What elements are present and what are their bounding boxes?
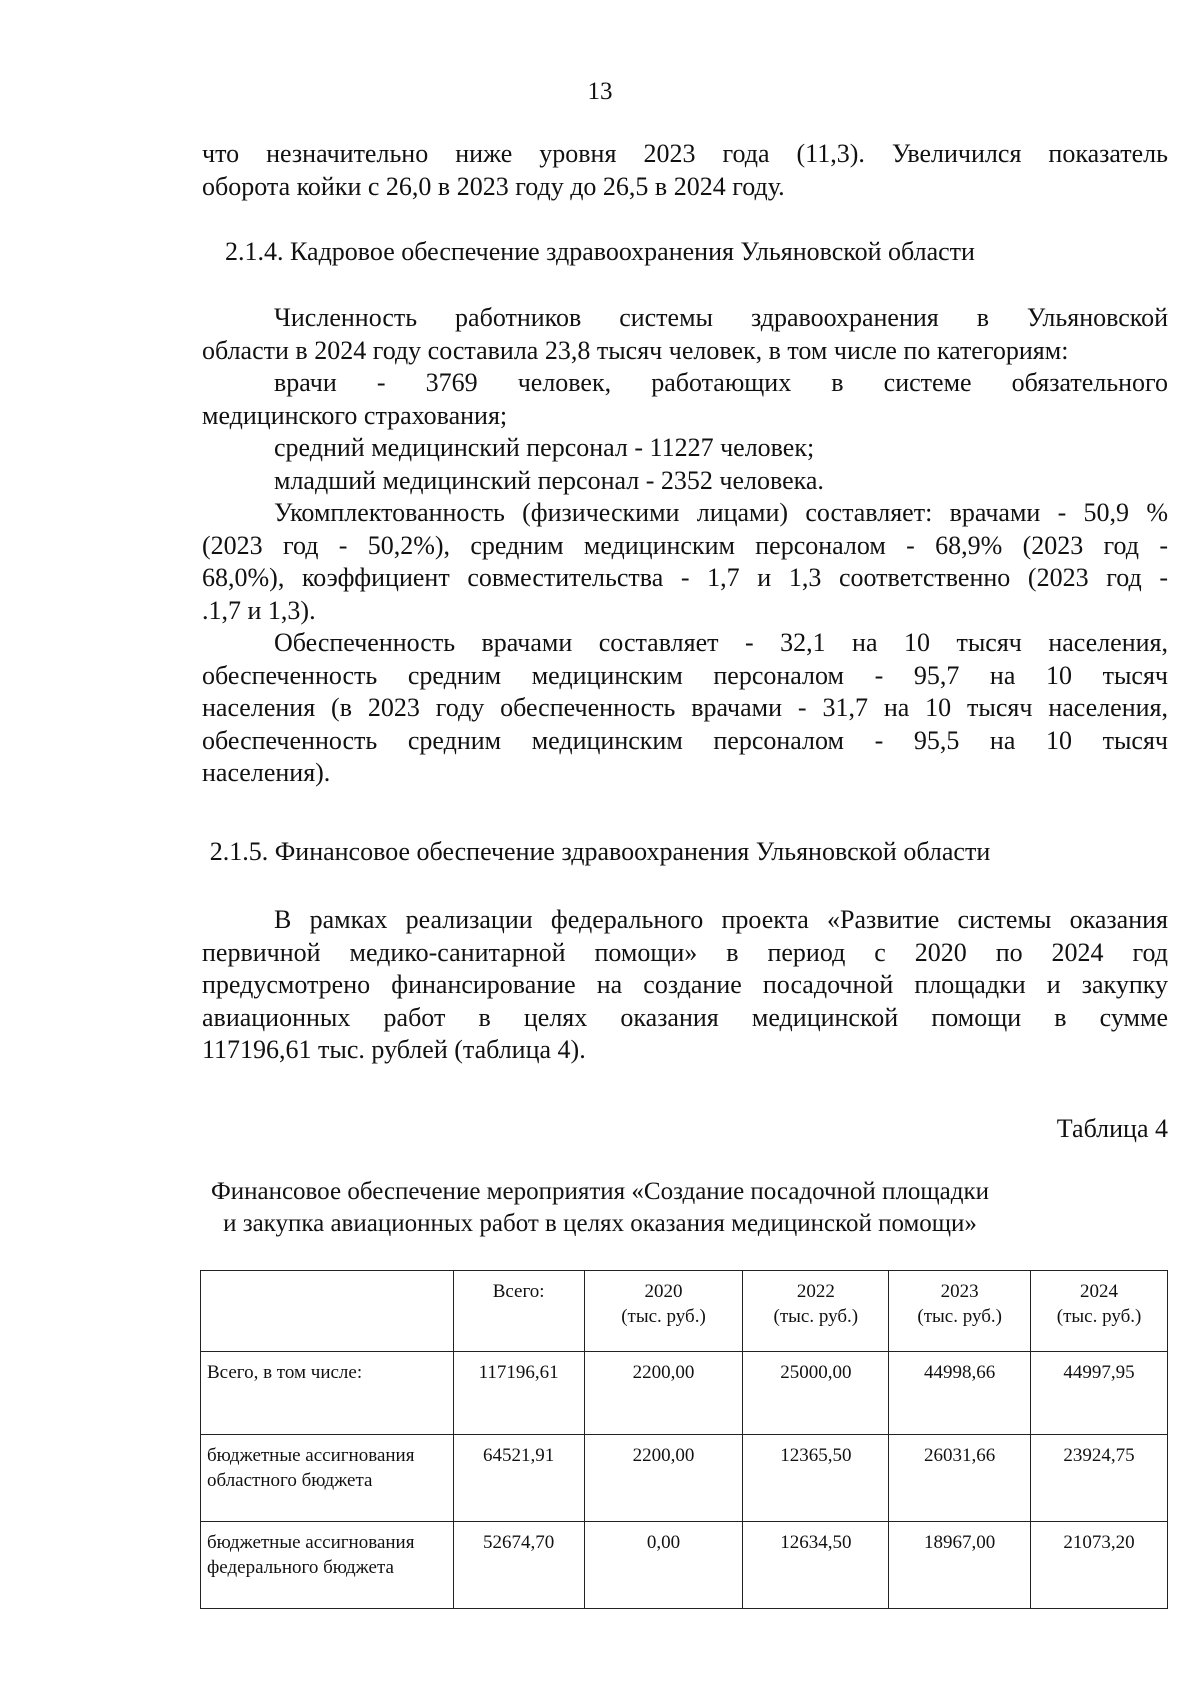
page-number: 13: [587, 78, 613, 105]
header-year: 2024: [1080, 1281, 1119, 1302]
intro-line: оборота койки с 26,0 в 2023 году до 26,5 в 2024 году.: [202, 171, 785, 201]
header-unit: (тыс. руб.): [1056, 1306, 1142, 1327]
text-line: (2023 год - 50,2%), средним медицинским персоналом - 68,9% (2023 год -: [202, 530, 1168, 560]
text-line: врачи - 3769 человек, работающих в системе обязательного: [274, 368, 1168, 397]
cell-2024: 23924,75: [1031, 1435, 1168, 1522]
table-row: [201, 1352, 1168, 1435]
header-unit: (тыс. руб.): [917, 1306, 1002, 1327]
text-line: средний медицинский персонал - 11227 человек;: [274, 433, 815, 462]
cell-2022: 12365,50: [743, 1435, 889, 1522]
text-line: населения).: [202, 758, 331, 787]
table-title-line: Финансовое обеспечение мероприятия «Создание посадочной площадки: [210, 1178, 990, 1205]
header-cell-2022: [743, 1271, 889, 1352]
section-214-body: [202, 302, 1168, 790]
table-title: [0, 1176, 1200, 1240]
cell-total: 117196,61: [453, 1352, 584, 1435]
text-line: .1,7 и 1,3).: [202, 595, 316, 625]
text-line: В рамках реализации федерального проекта «Развитие системы оказания: [274, 905, 1168, 934]
row-label-line: областного бюджета: [207, 1470, 373, 1491]
text-line: 117196,61 тыс. рублей (таблица 4).: [202, 1035, 586, 1064]
cell-2023: 44998,66: [889, 1352, 1031, 1435]
cell-2020: 2200,00: [584, 1435, 743, 1522]
row-label-line: бюджетные ассигнования: [207, 1532, 415, 1553]
cell-2022: 25000,00: [743, 1352, 889, 1435]
text-line: 68,0%), коэффициент совместительства - 1,7 и 1,3 соответственно (2023 год -: [202, 563, 1168, 592]
text-line: обеспеченность средним медицинским персоналом - 95,7 на 10 тысяч: [202, 660, 1168, 690]
text-line: младший медицинский персонал - 2352 человека.: [274, 465, 824, 495]
cell-2020: 0,00: [584, 1522, 743, 1609]
header-cell-2024: [1031, 1271, 1168, 1352]
table-header-row: [201, 1271, 1168, 1352]
cell-total: 52674,70: [453, 1522, 584, 1609]
section-215-body: [202, 904, 1168, 1067]
cell-2024: 44997,95: [1031, 1352, 1168, 1435]
cell-2023: 26031,66: [889, 1435, 1031, 1522]
table-title-line: и закупка авиационных работ в целях оказания медицинской помощи»: [223, 1210, 977, 1237]
header-year: 2023: [940, 1281, 979, 1302]
header-cell-2023: [889, 1271, 1031, 1352]
financing-table: [200, 1270, 1168, 1609]
header-cell-total: Всего:: [453, 1271, 584, 1352]
row-label-line: федерального бюджета: [207, 1557, 394, 1578]
text-line: предусмотрено финансирование на создание посадочной площадки и закупку: [202, 970, 1168, 999]
row-label-line: бюджетные ассигнования: [207, 1445, 415, 1466]
row-label: [201, 1522, 454, 1609]
intro-line: что незначительно ниже уровня 2023 года (11,3). Увеличился показатель: [202, 139, 1168, 168]
text-line: Укомплектованность (физическими лицами) составляет: врачами - 50,9 %: [274, 498, 1168, 527]
table-row: [201, 1435, 1168, 1522]
text-line: первичной медико-санитарной помощи» в период с 2020 по 2024 год: [202, 937, 1168, 967]
cell-2024: 21073,20: [1031, 1522, 1168, 1609]
section-heading-214: 2.1.4. Кадровое обеспечение здравоохранения Ульяновской области: [225, 237, 975, 266]
text-line: Обеспеченность врачами составляет - 32,1 на 10 тысяч населения,: [274, 628, 1168, 657]
text-line: медицинского страхования;: [202, 400, 508, 430]
text-line: области в 2024 году составила 23,8 тысяч человек, в том числе по категориям:: [202, 335, 1069, 365]
cell-2023: 18967,00: [889, 1522, 1031, 1609]
text-line: авиационных работ в целях оказания медицинской помощи в сумме: [202, 1002, 1168, 1032]
header-unit: (тыс. руб.): [773, 1306, 859, 1327]
header-year: 2022: [796, 1281, 835, 1302]
header-year: 2020: [644, 1281, 683, 1302]
header-unit: (тыс. руб.): [621, 1306, 706, 1327]
row-label-line: Всего, в том числе:: [207, 1362, 363, 1383]
header-cell-2020: [584, 1271, 743, 1352]
header-cell-empty: [201, 1271, 454, 1352]
table-label: Таблица 4: [1056, 1114, 1168, 1143]
table-row: [201, 1522, 1168, 1609]
cell-total: 64521,91: [453, 1435, 584, 1522]
text-line: Численность работников системы здравоохранения в Ульяновской: [274, 303, 1168, 332]
row-label: [201, 1435, 454, 1522]
text-line: обеспеченность средним медицинским персоналом - 95,5 на 10 тысяч: [202, 725, 1168, 755]
section-heading-215: 2.1.5. Финансовое обеспечение здравоохранения Ульяновской области: [209, 837, 991, 866]
cell-2020: 2200,00: [584, 1352, 743, 1435]
intro-paragraph: [202, 138, 1168, 203]
cell-2022: 12634,50: [743, 1522, 889, 1609]
text-line: населения (в 2023 году обеспеченность врачами - 31,7 на 10 тысяч населения,: [202, 693, 1168, 722]
row-label: [201, 1352, 454, 1435]
